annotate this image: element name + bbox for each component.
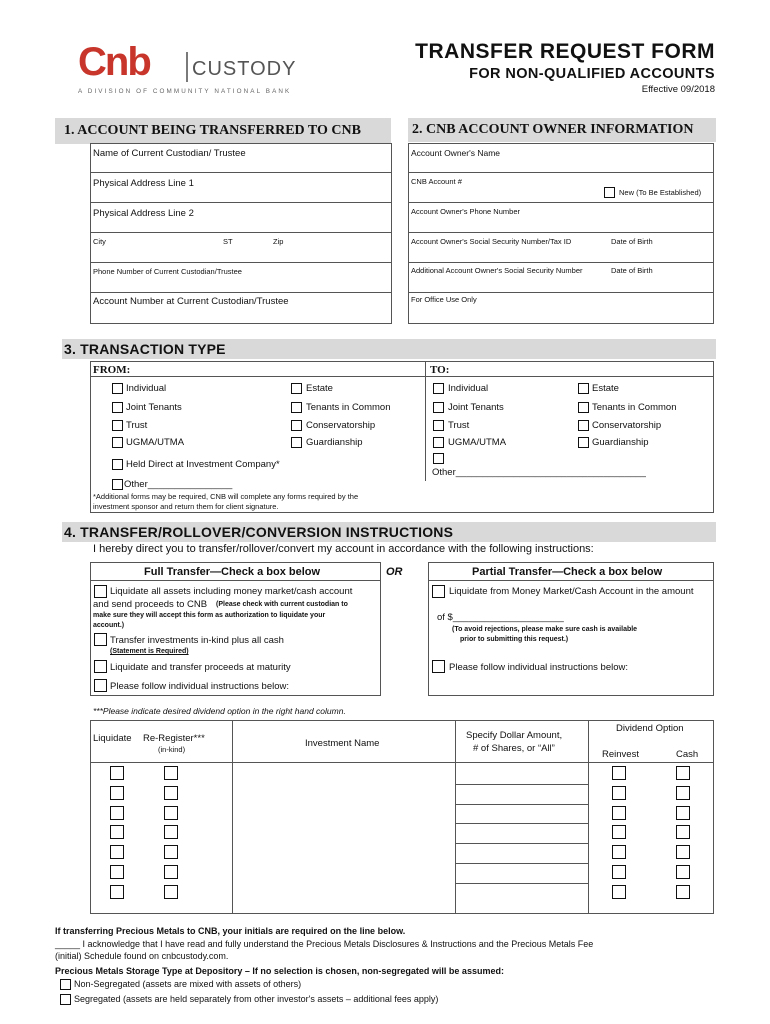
custodian-name-field[interactable]: Name of Current Custodian/ Trustee: [93, 148, 246, 159]
form-title: TRANSFER REQUEST FORM: [415, 40, 715, 63]
investment-name-input[interactable]: [234, 764, 454, 784]
reregister-checkbox[interactable]: [164, 825, 178, 839]
from-ugma-label: UGMA/UTMA: [126, 437, 185, 448]
liquidate-checkbox[interactable]: [110, 845, 124, 859]
cash-checkbox[interactable]: [676, 766, 690, 780]
to-joint-label: Joint Tenants: [448, 402, 504, 413]
from-trust-label: Trust: [126, 420, 148, 431]
full-inkind-label: Transfer investments in-kind plus all cash: [110, 635, 284, 646]
to-trust-checkbox[interactable]: [433, 420, 444, 431]
to-tic-checkbox[interactable]: [578, 402, 589, 413]
to-estate-label: Estate: [592, 383, 619, 394]
section2-title: 2. CNB ACCOUNT OWNER INFORMATION: [412, 122, 694, 137]
to-individual-checkbox[interactable]: [433, 383, 444, 394]
col-investment-name: Investment Name: [305, 738, 380, 749]
reinvest-checkbox[interactable]: [612, 845, 626, 859]
dob2-field[interactable]: Date of Birth: [611, 266, 653, 275]
to-guardianship-label: Guardianship: [592, 437, 649, 448]
partial-liquidate-checkbox[interactable]: [432, 585, 445, 598]
reinvest-checkbox[interactable]: [612, 806, 626, 820]
full-transfer-title: Full Transfer—Check a box below: [144, 566, 321, 578]
reregister-checkbox[interactable]: [164, 865, 178, 879]
from-joint-checkbox[interactable]: [112, 402, 123, 413]
amount-input[interactable]: [457, 883, 587, 903]
section3-title: 3. TRANSACTION TYPE: [64, 341, 226, 357]
additional-forms-note: *Additional forms may be required, CNB will complete any forms required by the: [93, 492, 359, 501]
reinvest-checkbox[interactable]: [612, 825, 626, 839]
non-segregated-label: Non-Segregated (assets are mixed with assets of others): [74, 979, 302, 989]
to-trust-label: Trust: [448, 420, 470, 431]
metals-acknowledgement[interactable]: _____ I acknowledge that I have read and fully understand the Precious Metals Disclosures & Instructions and the Precious Metals Fee: [55, 939, 594, 949]
dividend-note: ***Please indicate desired dividend option in the right hand column.: [93, 706, 346, 716]
storage-heading: Precious Metals Storage Type at Depository – If no selection is chosen, non-segregated will be assumed:: [55, 966, 504, 976]
investment-name-input[interactable]: [234, 843, 454, 863]
investment-name-input[interactable]: [234, 823, 454, 843]
cash-checkbox[interactable]: [676, 786, 690, 800]
full-liquidate-note-2: make sure they will accept this form as authorization to liquidate your: [93, 612, 326, 619]
full-transfer-box: [90, 562, 381, 696]
liquidate-checkbox[interactable]: [110, 825, 124, 839]
reinvest-checkbox[interactable]: [612, 786, 626, 800]
from-estate-checkbox[interactable]: [291, 383, 302, 394]
from-joint-label: Joint Tenants: [126, 402, 182, 413]
cash-checkbox[interactable]: [676, 845, 690, 859]
section4-title: 4. TRANSFER/ROLLOVER/CONVERSION INSTRUCTIONS: [64, 524, 454, 540]
from-guardianship-label: Guardianship: [306, 437, 363, 448]
city-field[interactable]: City: [93, 237, 106, 246]
cash-checkbox[interactable]: [676, 865, 690, 879]
form-subtitle: FOR NON-QUALIFIED ACCOUNTS: [469, 66, 715, 82]
additional-forms-note-2: investment sponsor and return them for client signature.: [93, 502, 279, 511]
non-segregated-checkbox[interactable]: [60, 979, 71, 990]
col-dividend-option: Dividend Option: [616, 723, 684, 734]
to-estate-checkbox[interactable]: [578, 383, 589, 394]
address2-field[interactable]: Physical Address Line 2: [93, 208, 194, 219]
to-conservatorship-label: Conservatorship: [592, 420, 662, 431]
custodian-phone-field[interactable]: Phone Number of Current Custodian/Trustee: [93, 267, 242, 276]
full-liquidate-note-3: account.): [93, 622, 125, 629]
investment-name-input[interactable]: [234, 804, 454, 824]
from-ugma-checkbox[interactable]: [112, 437, 123, 448]
segregated-label: Segregated (assets are held separately from other investor's assets – additional fees apply): [74, 994, 439, 1004]
to-guardianship-checkbox[interactable]: [578, 437, 589, 448]
custodian-account-field[interactable]: Account Number at Current Custodian/Trustee: [93, 296, 289, 307]
section1-title: 1. ACCOUNT BEING TRANSFERRED TO CNB: [64, 123, 361, 138]
address1-field[interactable]: Physical Address Line 1: [93, 178, 194, 189]
new-account-label: New (To Be Established): [619, 188, 702, 197]
reinvest-checkbox[interactable]: [612, 766, 626, 780]
held-direct-label: Held Direct at Investment Company*: [126, 459, 280, 470]
col-reregister: Re-Register***: [143, 733, 205, 744]
or-label: OR: [386, 566, 403, 578]
partial-note-2: prior to submitting this request.): [460, 636, 569, 643]
full-liquidate-checkbox[interactable]: [94, 585, 107, 598]
to-conservatorship-checkbox[interactable]: [578, 420, 589, 431]
col-specify-2: # of Shares, or “All”: [473, 743, 555, 754]
reregister-checkbox[interactable]: [164, 766, 178, 780]
partial-individual-label: Please follow individual instructions below:: [449, 662, 629, 673]
liquidate-checkbox[interactable]: [110, 766, 124, 780]
zip-field[interactable]: Zip: [273, 237, 284, 246]
partial-individual-checkbox[interactable]: [432, 660, 445, 673]
liquidate-checkbox[interactable]: [110, 865, 124, 879]
investment-name-input[interactable]: [234, 784, 454, 804]
to-ugma-checkbox[interactable]: [433, 437, 444, 448]
amount-input[interactable]: [457, 823, 587, 843]
investment-name-input[interactable]: [234, 883, 454, 903]
new-account-checkbox[interactable]: [604, 187, 615, 198]
effective-date: Effective 09/2018: [641, 84, 715, 95]
partial-note-1: (To avoid rejections, please make sure cash is available: [452, 626, 638, 633]
cnb-account-field[interactable]: CNB Account #: [411, 177, 462, 186]
direction-text: I hereby direct you to transfer/rollover/convert my account in accordance with the following instructions:: [93, 543, 594, 555]
logo-tagline: A DIVISION OF COMMUNITY NATIONAL BANK: [78, 88, 292, 95]
full-individual-checkbox[interactable]: [94, 679, 107, 692]
reinvest-checkbox[interactable]: [612, 885, 626, 899]
from-guardianship-checkbox[interactable]: [291, 437, 302, 448]
from-tic-label: Tenants in Common: [306, 402, 391, 413]
from-estate-label: Estate: [306, 383, 333, 394]
liquidate-checkbox[interactable]: [110, 885, 124, 899]
segregated-checkbox[interactable]: [60, 994, 71, 1005]
to-tic-label: Tenants in Common: [592, 402, 677, 413]
amount-input[interactable]: [457, 784, 587, 804]
full-individual-label: Please follow individual instructions below:: [110, 681, 290, 692]
amount-input[interactable]: [457, 804, 587, 824]
full-liquidate-label-2: and send proceeds to CNB: [93, 599, 208, 610]
from-conservatorship-label: Conservatorship: [306, 420, 376, 431]
full-maturity-checkbox[interactable]: [94, 660, 107, 673]
logo-cnb-text: Cnb: [78, 40, 150, 84]
office-use-field: For Office Use Only: [411, 295, 477, 304]
col-cash: Cash: [676, 749, 699, 760]
statement-required-note: (Statement is Required): [110, 648, 189, 655]
held-direct-checkbox[interactable]: [112, 459, 123, 470]
to-individual-label: Individual: [448, 383, 489, 394]
reinvest-checkbox[interactable]: [612, 865, 626, 879]
metals-acknowledgement-2: (initial) Schedule found on cnbcustody.com.: [55, 951, 229, 961]
amount-input[interactable]: [457, 764, 587, 784]
cnb-logo: [78, 40, 298, 102]
full-liquidate-note: (Please check with current custodian to: [216, 601, 348, 608]
liquidate-checkbox[interactable]: [110, 786, 124, 800]
from-other-checkbox[interactable]: [112, 479, 123, 490]
amount-input[interactable]: [457, 863, 587, 883]
col-liquidate: Liquidate: [93, 733, 132, 744]
owner-phone-field[interactable]: Account Owner's Phone Number: [411, 207, 520, 216]
to-joint-checkbox[interactable]: [433, 402, 444, 413]
partial-amount-field[interactable]: of $_____________________: [437, 612, 564, 623]
cash-checkbox[interactable]: [676, 806, 690, 820]
partial-transfer-title: Partial Transfer—Check a box below: [472, 566, 663, 578]
col-inkind: (in-kind): [158, 745, 186, 754]
from-conservatorship-checkbox[interactable]: [291, 420, 302, 431]
from-tic-checkbox[interactable]: [291, 402, 302, 413]
reregister-checkbox[interactable]: [164, 786, 178, 800]
dob1-field[interactable]: Date of Birth: [611, 237, 653, 246]
logo-divider: [186, 52, 188, 82]
investment-name-input[interactable]: [234, 863, 454, 883]
from-other-field[interactable]: Other________________: [124, 479, 233, 490]
to-other-field[interactable]: Other____________________________________: [432, 467, 646, 478]
logo-custody-text: CUSTODY: [192, 58, 297, 80]
full-inkind-checkbox[interactable]: [94, 633, 107, 646]
liquidate-checkbox[interactable]: [110, 806, 124, 820]
state-field[interactable]: ST: [223, 237, 233, 246]
full-liquidate-label: Liquidate all assets including money market/cash account: [110, 586, 353, 597]
from-individual-label: Individual: [126, 383, 167, 394]
cash-checkbox[interactable]: [676, 885, 690, 899]
col-reinvest: Reinvest: [602, 749, 639, 760]
owner-ssn-field[interactable]: Account Owner's Social Security Number/Tax ID: [411, 237, 572, 246]
amount-input[interactable]: [457, 843, 587, 863]
owner-name-field[interactable]: Account Owner's Name: [411, 148, 501, 158]
full-maturity-label: Liquidate and transfer proceeds at maturity: [110, 662, 291, 673]
to-other-checkbox[interactable]: [433, 453, 444, 464]
partial-liquidate-label: Liquidate from Money Market/Cash Account in the amount: [449, 586, 694, 597]
cash-checkbox[interactable]: [676, 825, 690, 839]
reregister-checkbox[interactable]: [164, 806, 178, 820]
from-individual-checkbox[interactable]: [112, 383, 123, 394]
reregister-checkbox[interactable]: [164, 845, 178, 859]
to-label: TO:: [430, 364, 450, 376]
metals-heading: If transferring Precious Metals to CNB, your initials are required on the line below.: [55, 926, 406, 936]
add-owner-ssn-field[interactable]: Additional Account Owner's Social Security Number: [411, 266, 583, 275]
from-trust-checkbox[interactable]: [112, 420, 123, 431]
to-ugma-label: UGMA/UTMA: [448, 437, 507, 448]
from-label: FROM:: [93, 364, 131, 376]
reregister-checkbox[interactable]: [164, 885, 178, 899]
col-specify-1: Specify Dollar Amount,: [466, 730, 563, 741]
